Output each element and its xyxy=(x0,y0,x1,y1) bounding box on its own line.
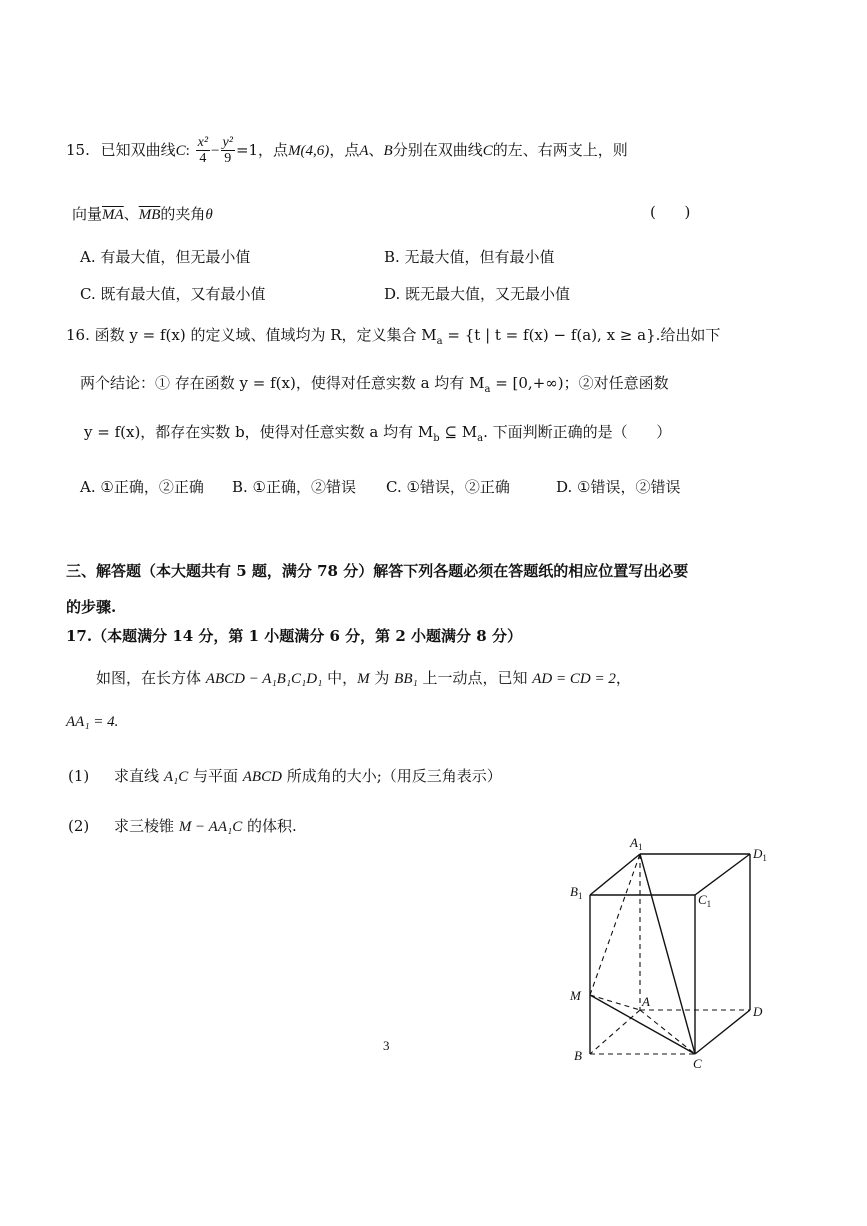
q15-line2-post: 的夹角 xyxy=(160,205,206,223)
vector-ma: $\overline{MA}$ xyxy=(102,207,124,223)
q15-intro: 已知双曲线 xyxy=(100,141,176,159)
label-a1: $A_1$ xyxy=(630,835,643,852)
label-d1: $D_1$ xyxy=(753,846,767,863)
q17-p2-pre: 求三棱锥 xyxy=(114,817,179,835)
q17-stem-end: ， xyxy=(615,669,631,687)
q17-stem-mid3: 上一动点，已知 xyxy=(417,669,533,687)
hidden-segment-a-c xyxy=(640,1010,695,1054)
label-m: M xyxy=(570,988,581,1003)
q16-option-a: A. ①正确，②正确 xyxy=(80,478,204,496)
q16-line2 xyxy=(80,372,669,395)
q17-p1-mid: 与平面 xyxy=(188,767,243,785)
q15-vec-sep: 、 xyxy=(123,205,139,223)
q16-option-d: D. ①错误，②错误 xyxy=(556,478,681,496)
q17-part1 xyxy=(68,765,502,786)
q16-line3-text: y = f(x)，都存在实数 b，使得对任意实数 a 均有 M xyxy=(84,423,434,441)
page-number: 3 xyxy=(383,1038,390,1053)
q17-p1-plane: ABCD xyxy=(242,769,282,785)
q15-frac-y: $\frac{\text{y²}}{9}$ xyxy=(222,135,233,166)
q15-line2 xyxy=(72,203,213,224)
q17-p2-tail: 的体积. xyxy=(242,817,297,835)
q17-part2 xyxy=(68,815,297,836)
q16-line3-tail: . 下面判断正确的是（ ） xyxy=(483,423,672,441)
q17-given: AD = CD = 2 xyxy=(532,671,616,687)
q15-a: A xyxy=(359,143,369,159)
q15-line2-pre: 向量 xyxy=(72,205,103,223)
hidden-segment-m-a xyxy=(590,995,640,1010)
theta: θ xyxy=(205,207,213,223)
q16-set-def: = {t | t = f(x) − f(a), x ≥ a} xyxy=(442,326,656,344)
q17-header: 17.（本题满分 14 分，第 1 小题满分 6 分，第 2 小题满分 8 分） xyxy=(66,627,522,645)
q17-p1-pre: 求直线 xyxy=(114,767,164,785)
q17-stem-pre: 如图，在长方体 xyxy=(96,669,206,687)
q16-line3 xyxy=(84,421,671,444)
cuboid-figure xyxy=(560,832,780,1072)
q16-line1-text: 16. 函数 y = f(x) 的定义域、值域均为 R，定义集合 M xyxy=(66,326,437,344)
q15-line1: 15. 已知双曲线C: $\frac{\text{x²}}{4}$ − $\frac{\text{y²}}{9}$ =1，点M(4,6)，点A、B分别在双曲线C的左、右两支上，则 xyxy=(66,135,628,166)
q15-eq-tail: =1，点 xyxy=(235,141,289,159)
q15-option-d: D. 既无最大值，又无最小值 xyxy=(384,285,571,303)
edge-c1-d1 xyxy=(695,854,750,895)
segment-a1-c xyxy=(640,854,695,1054)
section3-heading: 三、解答题（本大题共有 5 题，满分 78 分）解答下列各题必须在答题纸的相应位置写出必要 xyxy=(66,562,689,580)
q17-p1-num: (1) xyxy=(68,767,90,785)
q15-tail: 分别在双曲线 xyxy=(392,141,483,159)
q17-solid: ABCD − A₁B₁C₁D₁ xyxy=(205,671,323,687)
vector-mb: $\overline{MB}$ xyxy=(138,207,161,223)
q16-sub-a: a xyxy=(436,336,443,347)
q17-stem-mid2: 为 xyxy=(369,669,395,687)
q17-p1-tail: 所成角的大小;（用反三角表示） xyxy=(281,767,502,785)
q17-given2: AA₁ = 4. xyxy=(66,714,119,730)
q17-stem xyxy=(96,667,631,688)
label-b1: $B_1$ xyxy=(570,884,583,901)
label-a: A xyxy=(642,994,650,1009)
q16-line1-tail: .给出如下 xyxy=(655,326,721,344)
q15-frac-x: $\frac{\text{x²}}{4}$ xyxy=(197,135,209,166)
q15-curve2: C xyxy=(482,143,493,159)
label-b: B xyxy=(574,1048,582,1063)
section3-heading-cont: 的步骤. xyxy=(66,598,117,616)
q16-line2-sub: a xyxy=(484,384,491,395)
q17-edge: BB₁ xyxy=(394,671,418,687)
q17-p2-solid: M − AA₁C xyxy=(178,819,243,835)
q15-b: B xyxy=(383,143,393,159)
q16-line2-text: 两个结论：① 存在函数 y = f(x)，使得对任意实数 a 均有 M xyxy=(80,374,485,392)
q17-p1-line: A₁C xyxy=(163,769,189,785)
q15-mid: ，点 xyxy=(329,141,360,159)
q17-stem-mid: 中， xyxy=(322,669,358,687)
q16-line2-tail: = [0,+∞)；②对任意函数 xyxy=(490,374,669,392)
label-c: C xyxy=(693,1056,702,1071)
label-d: D xyxy=(753,1004,763,1019)
q15-option-a: A. 有最大值，但无最小值 xyxy=(80,248,251,266)
q15-number: 15. xyxy=(66,141,90,159)
q16-line1 xyxy=(66,324,720,347)
label-c1: $C_1$ xyxy=(698,892,712,909)
q15-curve: C xyxy=(175,143,186,159)
q16-line3-mid: ⊆ M xyxy=(439,423,478,441)
hidden-edge-a-b xyxy=(590,1010,640,1054)
q17-p2-num: (2) xyxy=(68,817,90,835)
q16-line3-sub-a: a xyxy=(477,433,484,444)
q17-m: M xyxy=(357,671,370,687)
q16-option-b: B. ①正确，②错误 xyxy=(232,478,357,496)
q15-point-m: M(4,6) xyxy=(288,143,330,159)
q16-option-c: C. ①错误，②正确 xyxy=(386,478,510,496)
q15-option-b: B. 无最大值，但有最小值 xyxy=(384,248,555,266)
q15-tail2: 的左、右两支上，则 xyxy=(492,141,628,159)
q15-answer-paren: ( ) xyxy=(650,203,691,221)
edge-c-d xyxy=(695,1010,750,1054)
q16-line3-sub-b: b xyxy=(433,433,440,444)
q15-option-c: C. 既有最大值，又有最小值 xyxy=(80,285,266,303)
q15-sep: 、 xyxy=(368,141,384,159)
